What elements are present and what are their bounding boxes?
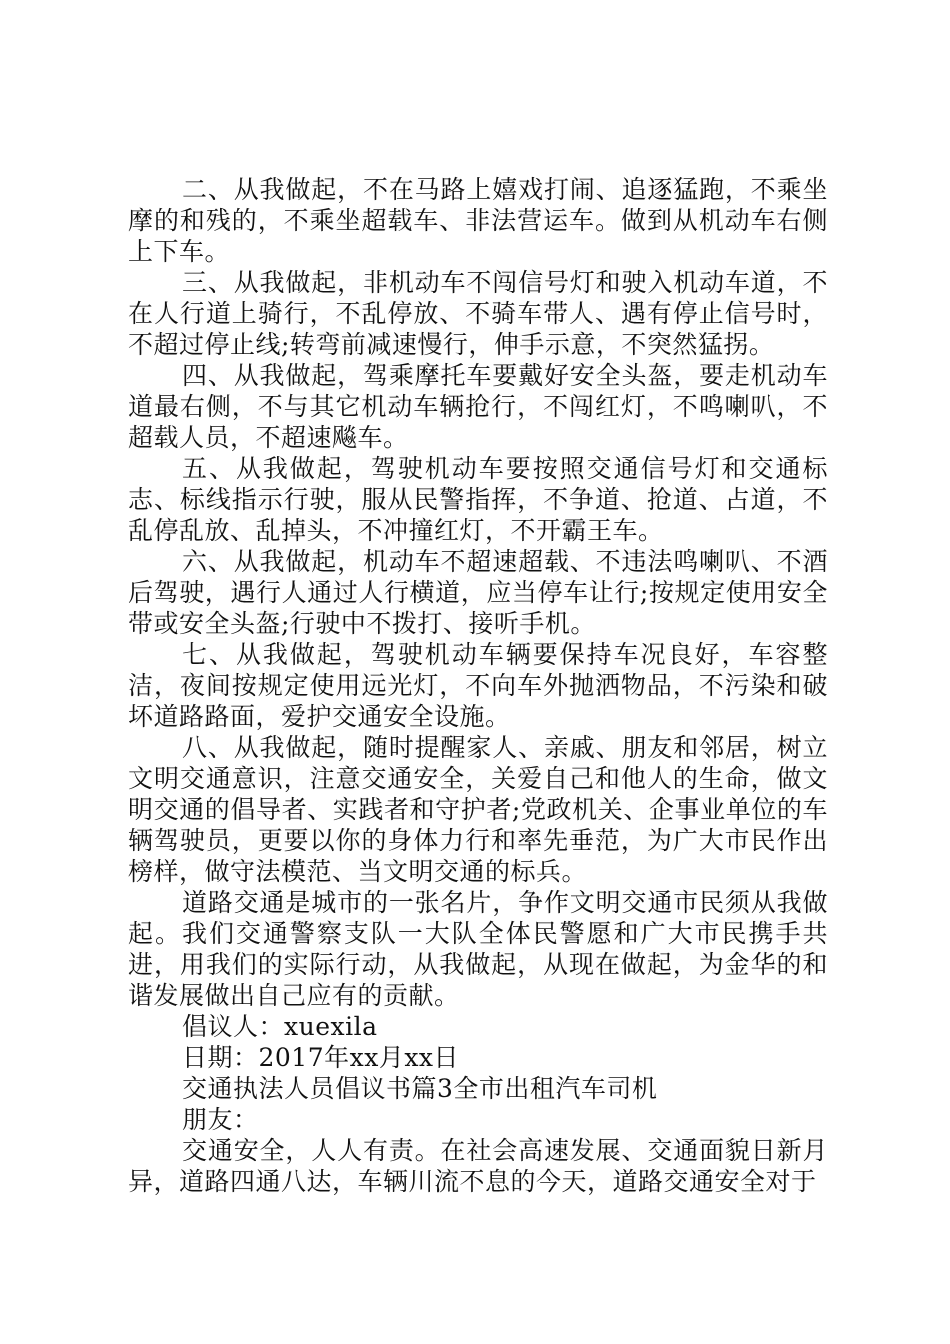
paragraph-item-5: 五、从我做起，驾驶机动车要按照交通信号灯和交通标志、标线指示行驶，服从民警指挥，不争道、抢道、占道，不乱停乱放、乱掉头，不冲撞红灯，不开霸王车。 <box>128 454 828 545</box>
paragraph-item-8: 八、从我做起，随时提醒家人、亲戚、朋友和邻居，树立文明交通意识，注意交通安全，关爱自己和他人的生命，做文明交通的倡导者、实践者和守护者;党政机关、企事业单位的车辆驾驶员，更要以你的身体力行和率先垂范，为广大市民作出榜样，做守法模范、当文明交通的标兵。 <box>128 733 828 886</box>
paragraph-item-7: 七、从我做起，驾驶机动车辆要保持车况良好，车容整洁，夜间按规定使用远光灯，不向车外抛洒物品，不污染和破坏道路路面，爱护交通安全设施。 <box>128 640 828 731</box>
next-section-paragraph: 交通安全，人人有责。在社会高速发展、交通面貌日新月异，道路四通八达，车辆川流不息的今天，道路交通安全对于 <box>128 1136 828 1196</box>
next-section-title: 交通执法人员倡议书篇3全市出租汽车司机 <box>182 1074 658 1103</box>
salutation-line: 朋友： <box>182 1105 259 1134</box>
paragraph-item-4: 四、从我做起，驾乘摩托车要戴好安全头盔，要走机动车道最右侧，不与其它机动车辆抢行，不闯红灯，不鸣喇叭，不超载人员，不超速飚车。 <box>128 361 828 452</box>
date-line: 日期：2017年xx月xx日 <box>182 1043 460 1072</box>
paragraph-item-6: 六、从我做起，机动车不超速超载、不违法鸣喇叭、不酒后驾驶，遇行人通过人行横道，应当停车让行;按规定使用安全带或安全头盔;行驶中不拨打、接听手机。 <box>128 547 828 638</box>
paragraph-item-3: 三、从我做起，非机动车不闯信号灯和驶入机动车道，不在人行道上骑行，不乱停放、不骑车带人、遇有停止信号时，不超过停止线;转弯前减速慢行，伸手示意，不突然猛拐。 <box>128 268 828 359</box>
document-body <box>128 174 828 1197</box>
initiator-line: 倡议人：xuexila <box>182 1012 378 1041</box>
paragraph-item-2: 二、从我做起，不在马路上嬉戏打闹、追逐猛跑，不乘坐摩的和残的，不乘坐超载车、非法营运车。做到从机动车右侧上下车。 <box>128 175 828 266</box>
closing-statement: 道路交通是城市的一张名片，争作文明交通市民须从我做起。我们交通警察支队一大队全体民警愿和广大市民携手共进，用我们的实际行动，从我做起，从现在做起，为金华的和谐发展做出自己应有的贡献。 <box>128 888 828 1010</box>
